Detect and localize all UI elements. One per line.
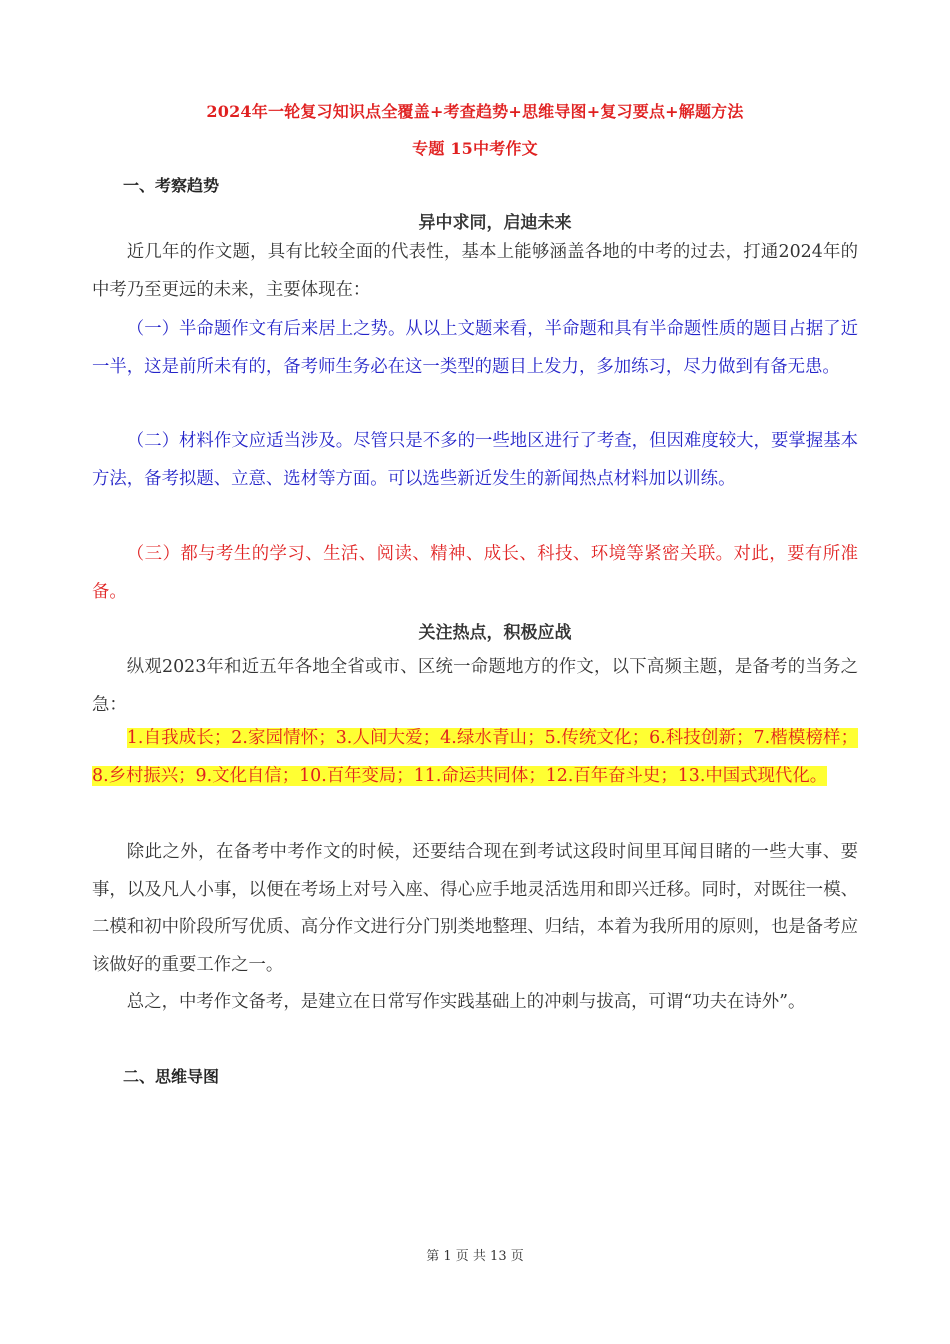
subheading-seek-common: 异中求同，启迪未来 [418,213,572,233]
document-subtitle: 专题 15中考作文 [412,139,538,158]
paragraph-point-1: （一）半命题作文有后来居上之势。从以上文题来看，半命题和具有半命题性质的题目占据了近一半，这是前所未有的，备考师生务必在这一类型的题目上发力，多加练习，尽力做到有备无患。 [92,319,858,377]
subheading-hot-topics: 关注热点，积极应战 [418,623,572,643]
paragraph-overview: 纵观2023年和近五年各地全省或市、区统一命题地方的作文，以下高频主题，是备考的当务之急： [92,657,858,715]
paragraph-intro: 近几年的作文题，具有比较全面的代表性，基本上能够涵盖各地的中考的过去，打通2024年的中考乃至更远的未来，主要体现在： [92,242,858,300]
page-footer: 第 1 页 共 13 页 [426,1249,524,1264]
paragraph-preparation: 除此之外，在备考中考作文的时候，还要结合现在到考试这段时间里耳闻目睹的一些大事、要事，以及凡人小事，以便在考场上对号入座、得心应手地灵活选用和即兴迁移。同时，对既往一模、二模和初中阶段所写优质、高分作文进行分门别类地整理、归结，本着为我所用的原则，也是备考应该做好的重要工作之一。 [92,842,858,975]
paragraph-point-3: （三）都与考生的学习、生活、阅读、精神、成长、科技、环境等紧密关联。对此，要有所准备。 [92,544,858,602]
section-heading-mindmap: 二、思维导图 [123,1067,220,1086]
document-title: 2024年一轮复习知识点全覆盖+考查趋势+思维导图+复习要点+解题方法 [206,102,744,121]
paragraph-topics-list [92,720,858,795]
section-heading-trends: 一、考察趋势 [123,176,220,195]
paragraph-point-2: （二）材料作文应适当涉及。尽管只是不多的一些地区进行了考查，但因难度较大，要掌握基本方法，备考拟题、立意、选材等方面。可以选些新近发生的新闻热点材料加以训练。 [92,431,858,489]
highlighted-topics: 1.自我成长；2.家园情怀；3.人间大爱；4.绿水青山；5.传统文化；6.科技创新；7.楷模榜样；8.乡村振兴；9.文化自信；10.百年变局；11.命运共同体；12.百年奋斗史；13.中国式现代化。 [92,728,858,786]
paragraph-conclusion: 总之，中考作文备考，是建立在日常写作实践基础上的冲刺与拔高，可谓“功夫在诗外”。 [126,992,806,1012]
